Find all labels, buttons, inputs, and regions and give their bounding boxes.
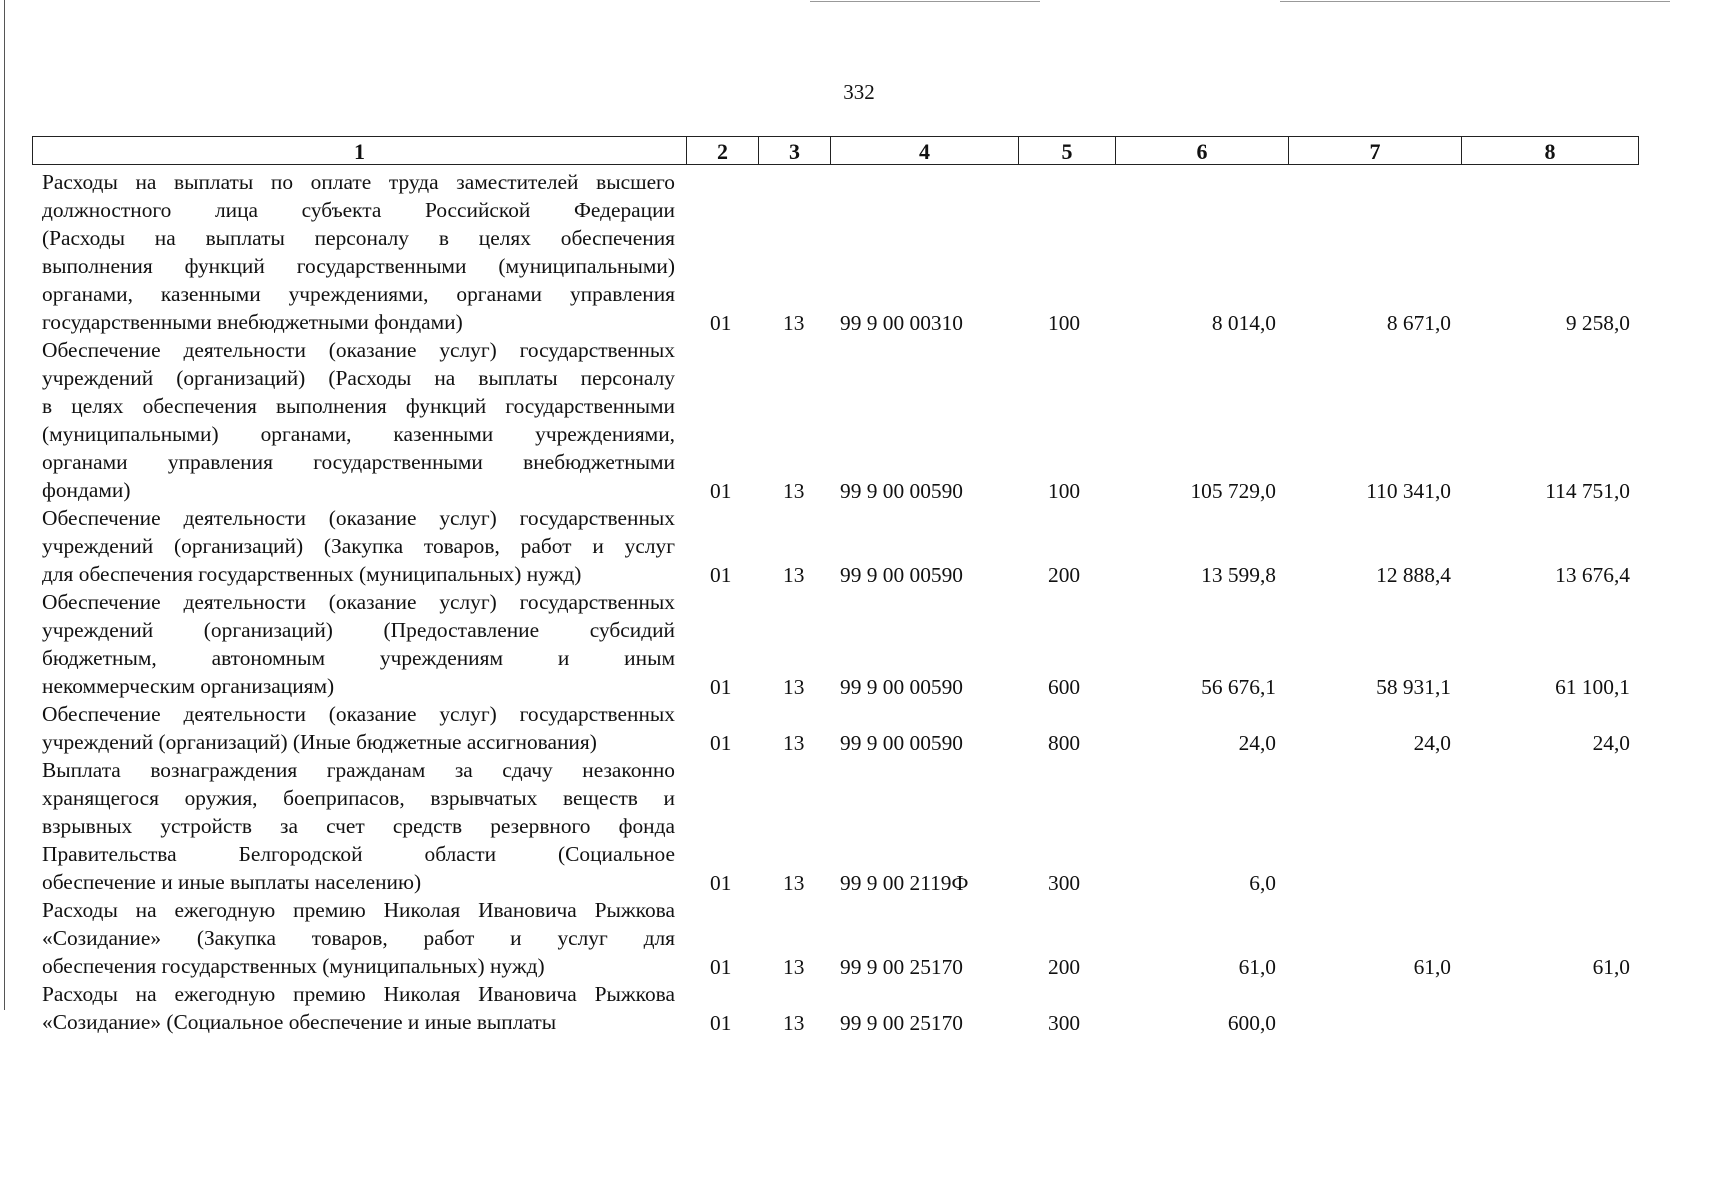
expense-type-code: 300 (1048, 1011, 1081, 1035)
description-line: «Созидание» (Социальное обеспечение и иные выплаты (42, 1010, 557, 1034)
description-line: государственными внебюджетными фондами) (42, 310, 463, 334)
column-header-2: 2 (687, 136, 759, 165)
target-article-code: 99 9 00 00590 (840, 731, 963, 755)
section-code: 01 (710, 871, 732, 895)
amount-year-3: 61 100,1 (1555, 675, 1630, 699)
row-description (42, 980, 675, 1036)
expense-type-code: 600 (1048, 675, 1081, 699)
subsection-code: 13 (783, 731, 805, 755)
expense-type-code: 300 (1048, 871, 1081, 895)
row-description (42, 504, 675, 588)
section-code: 01 (710, 731, 732, 755)
amount-year-3: 24,0 (1592, 731, 1630, 755)
amount-year-2: 24,0 (1413, 731, 1451, 755)
scan-edge (1280, 1, 1670, 2)
amount-year-2: 61,0 (1413, 955, 1451, 979)
row-description (42, 700, 675, 756)
subsection-code: 13 (783, 675, 805, 699)
column-header-4: 4 (831, 136, 1019, 165)
section-code: 01 (710, 675, 732, 699)
section-code: 01 (710, 311, 732, 335)
description-line: должностного лица субъекта Российской Федерации (42, 198, 675, 222)
amount-year-1: 6,0 (1249, 871, 1276, 895)
row-description (42, 168, 675, 336)
description-line: некоммерческим организациям) (42, 674, 335, 698)
amount-year-1: 56 676,1 (1201, 675, 1276, 699)
amount-year-2: 8 671,0 (1386, 311, 1451, 335)
amount-year-1: 24,0 (1238, 731, 1276, 755)
amount-year-1: 105 729,0 (1190, 479, 1276, 503)
column-header-1: 1 (32, 136, 687, 165)
description-line: обеспечение и иные выплаты населению) (42, 870, 422, 894)
column-header-3: 3 (759, 136, 831, 165)
description-line: учреждений (организаций) (Расходы на выплаты персоналу (42, 366, 675, 390)
amount-year-1: 600,0 (1227, 1011, 1276, 1035)
description-line: (муниципальными) органами, казенными учреждениями, (42, 422, 675, 446)
target-article-code: 99 9 00 00310 (840, 311, 963, 335)
description-line: Обеспечение деятельности (оказание услуг) государственных (42, 506, 675, 530)
description-line: Выплата вознаграждения гражданам за сдачу незаконно (42, 758, 675, 782)
column-header-7: 7 (1289, 136, 1462, 165)
row-description (42, 336, 675, 504)
description-line: Обеспечение деятельности (оказание услуг) государственных (42, 702, 675, 726)
expense-type-code: 200 (1048, 563, 1081, 587)
description-line: Правительства Белгородской области (Социальное (42, 842, 675, 866)
description-line: взрывных устройств за счет средств резервного фонда (42, 814, 675, 838)
description-line: фондами) (42, 478, 131, 502)
expense-type-code: 100 (1048, 479, 1081, 503)
description-line: в целях обеспечения выполнения функций государственными (42, 394, 675, 418)
description-line: бюджетным, автономным учреждениям и иным (42, 646, 675, 670)
description-line: органами, казенными учреждениями, органами управления (42, 282, 675, 306)
amount-year-2: 110 341,0 (1366, 479, 1451, 503)
subsection-code: 13 (783, 479, 805, 503)
target-article-code: 99 9 00 00590 (840, 563, 963, 587)
amount-year-3: 9 258,0 (1565, 311, 1630, 335)
target-article-code: 99 9 00 00590 (840, 675, 963, 699)
row-description (42, 588, 675, 700)
section-code: 01 (710, 1011, 732, 1035)
description-line: учреждений (организаций) (Иные бюджетные ассигнования) (42, 730, 597, 754)
row-description (42, 756, 675, 896)
section-code: 01 (710, 479, 732, 503)
expense-type-code: 100 (1048, 311, 1081, 335)
target-article-code: 99 9 00 25170 (840, 955, 963, 979)
amount-year-1: 13 599,8 (1201, 563, 1276, 587)
row-description (42, 896, 675, 980)
column-header-6: 6 (1116, 136, 1289, 165)
description-line: учреждений (организаций) (Закупка товаров, работ и услуг (42, 534, 675, 558)
subsection-code: 13 (783, 955, 805, 979)
subsection-code: 13 (783, 871, 805, 895)
description-line: «Созидание» (Закупка товаров, работ и услуг для (42, 926, 675, 950)
expense-type-code: 200 (1048, 955, 1081, 979)
amount-year-2: 58 931,1 (1376, 675, 1451, 699)
description-line: хранящегося оружия, боеприпасов, взрывчатых веществ и (42, 786, 675, 810)
target-article-code: 99 9 00 2119Ф (840, 871, 969, 895)
description-line: учреждений (организаций) (Предоставление субсидий (42, 618, 675, 642)
table-header-row (32, 136, 1642, 167)
section-code: 01 (710, 955, 732, 979)
description-line: обеспечения государственных (муниципальных) нужд) (42, 954, 545, 978)
amount-year-1: 8 014,0 (1211, 311, 1276, 335)
column-header-5: 5 (1019, 136, 1116, 165)
column-header-8: 8 (1462, 136, 1639, 165)
scan-edge (810, 1, 1040, 2)
description-line: органами управления государственными внебюджетными (42, 450, 675, 474)
section-code: 01 (710, 563, 732, 587)
description-line: выполнения функций государственными (муниципальными) (42, 254, 675, 278)
amount-year-1: 61,0 (1238, 955, 1276, 979)
subsection-code: 13 (783, 1011, 805, 1035)
amount-year-2: 12 888,4 (1376, 563, 1451, 587)
target-article-code: 99 9 00 00590 (840, 479, 963, 503)
subsection-code: 13 (783, 563, 805, 587)
amount-year-3: 61,0 (1592, 955, 1630, 979)
description-line: Расходы на ежегодную премию Николая Ивановича Рыжкова (42, 898, 675, 922)
description-line: Обеспечение деятельности (оказание услуг) государственных (42, 338, 675, 362)
description-line: (Расходы на выплаты персоналу в целях обеспечения (42, 226, 675, 250)
subsection-code: 13 (783, 311, 805, 335)
expense-type-code: 800 (1048, 731, 1081, 755)
amount-year-3: 13 676,4 (1555, 563, 1630, 587)
amount-year-3: 114 751,0 (1545, 479, 1630, 503)
description-line: для обеспечения государственных (муниципальных) нужд) (42, 562, 582, 586)
description-line: Расходы на ежегодную премию Николая Ивановича Рыжкова (42, 982, 675, 1006)
page-number: 332 (843, 80, 875, 104)
description-line: Обеспечение деятельности (оказание услуг) государственных (42, 590, 675, 614)
target-article-code: 99 9 00 25170 (840, 1011, 963, 1035)
scan-edge (4, 0, 5, 1010)
description-line: Расходы на выплаты по оплате труда заместителей высшего (42, 170, 675, 194)
